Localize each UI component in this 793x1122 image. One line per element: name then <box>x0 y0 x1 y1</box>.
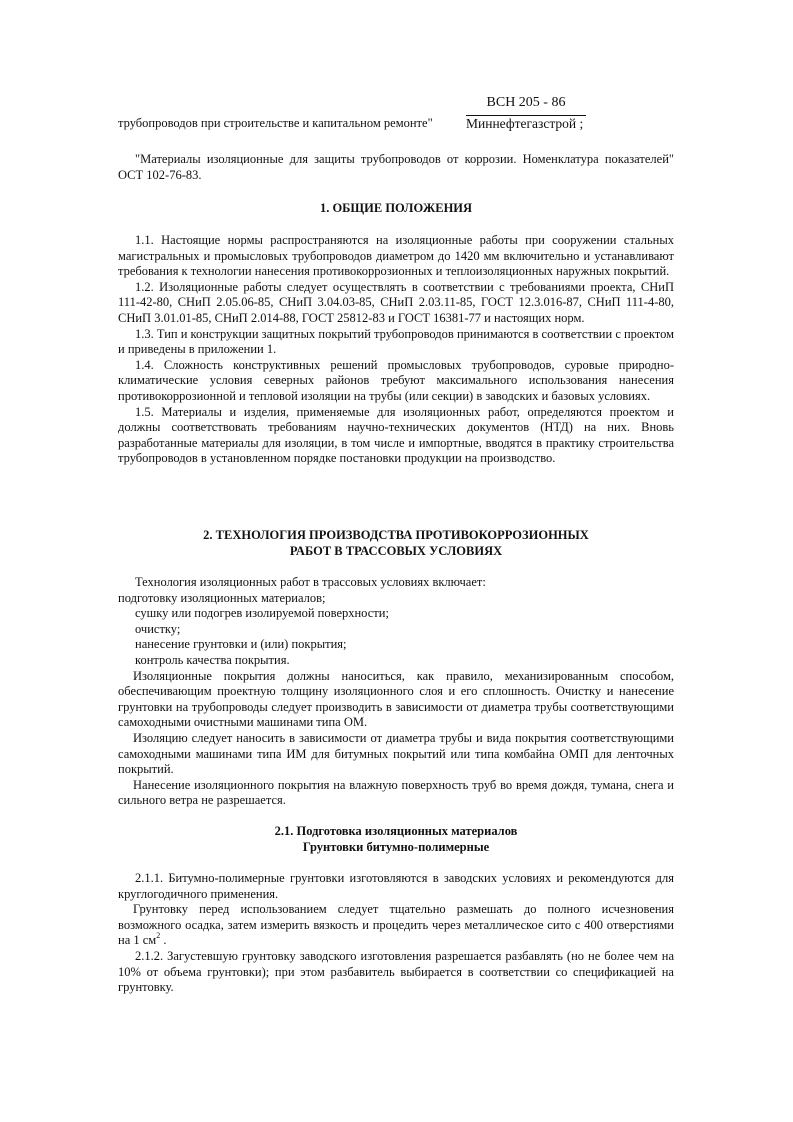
document-code: ВСН 205 - 86 <box>486 95 566 110</box>
intro-reference: "Материалы изоляционные для защиты трубопроводов от коррозии. Номенклатура показателей" ОСТ 102-76-83. <box>118 152 674 182</box>
section-1-title: 1. ОБЩИЕ ПОЛОЖЕНИЯ <box>319 201 473 215</box>
paragraph-2-1-1-cont <box>118 902 674 949</box>
section-2-1-body <box>118 871 674 996</box>
header-continuation-text: трубопроводов при строительстве и капитальном ремонте" <box>118 116 433 130</box>
organization-suffix: ; <box>579 116 584 131</box>
section-2-title-line-2: РАБОТ В ТРАССОВЫХ УСЛОВИЯХ <box>289 543 503 558</box>
paragraph-end: . <box>160 933 167 948</box>
section-1-body <box>118 233 674 467</box>
section-2-1-title <box>118 824 674 855</box>
section-2-paragraph-2: Изоляцию следует наносить в зависимости от диаметра трубы и вида покрытия соответствующими самоходными машинами типа ИМ для битумных покрытий или типа комбайна ОМП для ленточных покрытий. <box>118 730 674 777</box>
list-item: подготовку изоляционных материалов; <box>118 590 326 605</box>
paragraph-2-1-2: 2.1.2. Загустевшую грунтовку заводского изготовления разрешается разбавлять (но не более чем на 10% от объема грунтовки); при этом разбавитель выбирается в соответствии со спецификацией на грунтовку. <box>118 948 674 995</box>
section-2-1-title-line-1: 2.1. Подготовка изоляционных материалов <box>274 824 518 838</box>
intro-block <box>118 152 674 183</box>
section-2-title <box>118 528 674 559</box>
paragraph-1-4: 1.4. Сложность конструктивных решений промысловых трубопроводов, суровые природно-климатические условия северных районов требуют максимального использования нанесения противокоррозионной и тепловой изоляции на трубы (или секции) в заводских и базовых условиях. <box>118 357 674 403</box>
section-2-title-line-1: 2. ТЕХНОЛОГИЯ ПРОИЗВОДСТВА ПРОТИВОКОРРОЗИОННЫХ <box>203 528 589 542</box>
list-item: контроль качества покрытия. <box>135 652 290 667</box>
section-2-paragraph-3: Нанесение изоляционного покрытия на влажную поверхность труб во время дождя, тумана, снега и сильного ветра не разрешается. <box>118 777 674 808</box>
paragraph-1-3: 1.3. Тип и конструкции защитных покрытий трубопроводов принимаются в соответствии с проектом и приведены в приложении 1. <box>118 326 675 357</box>
paragraph-1-5: 1.5. Материалы и изделия, применяемые для изоляционных работ, определяются проектом и должны соответствовать требованиям научно-технических документов (НТД) на них. Вновь разработанные материалы для изоляции, в том числе и импортные, вводятся в практику строительства трубопроводов в установленном порядке постановки продукции на производство. <box>118 404 674 466</box>
list-item: сушку или подогрев изолируемой поверхности; <box>135 606 389 621</box>
section-2-paragraph-1: Изоляционные покрытия должны наноситься, как правило, механизированным способом, обеспечивающим проектную толщину изоляционного слоя и его сплошность. Очистку и нанесение грунтовки на трубопроводы следует производить в зависимости от диаметра трубы соответствующими самоходными очистными машинами типа ОМ. <box>118 668 674 730</box>
superscript-2: 2 <box>156 931 161 941</box>
section-2-intro: Технология изоляционных работ в трассовых условиях включает: <box>135 575 486 589</box>
section-2-1-title-line-2: Грунтовки битумно-полимерные <box>302 839 490 854</box>
list-item: нанесение грунтовки и (или) покрытия; <box>135 637 347 652</box>
list-item: очистку; <box>135 621 181 636</box>
document-organization <box>466 116 583 132</box>
paragraph-1-2: 1.2. Изоляционные работы следует осуществлять в соответствии с требованиями проекта, СНиП 111-42-80, СНиП 2.05.06-85, СНиП 3.04.03-85, СНиП 2.03.11-85, ГОСТ 12.3.016-87, СНиП 111-4-80, СНиП 3.01.01-85, СНиП 2.014-88, ГОСТ 25812-83 и ГОСТ 16381-77 и настоящих норм. <box>118 279 674 325</box>
paragraph-1-1: 1.1. Настоящие нормы распространяются на изоляционные работы при сооружении стальных магистральных и промысловых трубопроводов диаметром до 1420 мм включительно и устанавливают требования к технологии нанесения противокоррозионных и теплоизоляционных наружных покрытий. <box>118 233 674 279</box>
paragraph-2-1-1: 2.1.1. Битумно-полимерные грунтовки изготовляются в заводских условиях и рекомендуются для круглогодичного применения. <box>118 871 674 901</box>
section-2-body <box>118 575 674 809</box>
paragraph-2-1-1-cont-text: Грунтовку перед использованием следует тщательно размешать до полного исчезновения возможного осадка, затем измерить вязкость и процедить через металлическое сито с 400 отверстиями на 1 см <box>118 902 674 948</box>
organization-name: Миннефтегазстрой <box>466 116 577 131</box>
